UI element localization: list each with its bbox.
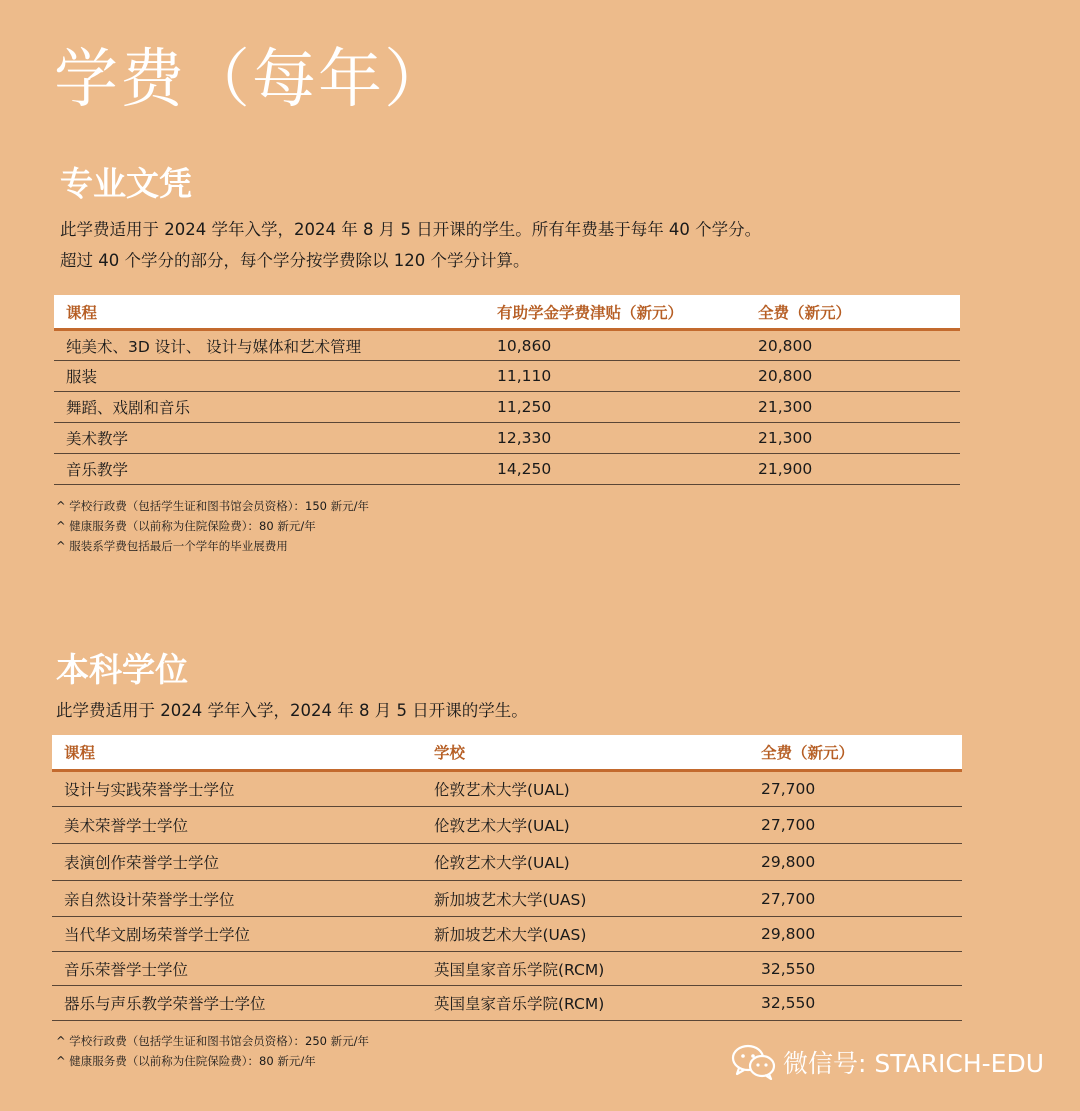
footnote: ^ 健康服务费（以前称为住院保险费）：80 新元/年 [56, 1054, 316, 1068]
cell-course: 表演创作荣誉学士学位 [52, 844, 422, 881]
degree-intro-line: 此学费适用于 2024 学年入学，2024 年 8 月 5 日开课的学生。 [56, 701, 528, 720]
cell-full-fee: 21,900 [746, 454, 960, 485]
cell-full-fee: 27,700 [749, 881, 962, 917]
cell-full-fee: 20,800 [746, 361, 960, 392]
footnote: ^ 学校行政费（包括学生证和图书馆会员资格）：250 新元/年 [56, 1034, 370, 1048]
diploma-fee-table [54, 295, 960, 485]
cell-school: 英国皇家音乐学院(RCM) [422, 952, 749, 986]
table-row [52, 881, 962, 917]
degree-intro [56, 695, 528, 726]
column-header-course: 课程 [52, 735, 422, 771]
cell-full-fee: 32,550 [749, 952, 962, 986]
cell-full-fee: 29,800 [749, 917, 962, 952]
degree-notes [56, 1031, 369, 1071]
cell-school: 英国皇家音乐学院(RCM) [422, 986, 749, 1021]
cell-course: 设计与实践荣誉学士学位 [52, 771, 422, 807]
diploma-intro-line: 超过 40 个学分的部分，每个学分按学费除以 120 个学分计算。 [60, 251, 530, 270]
watermark-text: 微信号: STARICH-EDU [782, 1049, 1044, 1078]
column-header-school: 学校 [422, 735, 749, 771]
cell-course: 纯美术、3D 设计、 设计与媒体和艺术管理 [54, 330, 485, 361]
cell-subsidised-fee: 12,330 [485, 423, 746, 454]
diploma-intro [60, 214, 761, 276]
cell-full-fee: 21,300 [746, 392, 960, 423]
cell-school: 新加坡艺术大学(UAS) [422, 917, 749, 952]
cell-course: 音乐荣誉学士学位 [52, 952, 422, 986]
cell-full-fee: 21,300 [746, 423, 960, 454]
table-header-row [52, 735, 962, 771]
cell-full-fee: 27,700 [749, 807, 962, 844]
cell-school: 新加坡艺术大学(UAS) [422, 881, 749, 917]
section-title-diploma: 专业文凭 [60, 164, 192, 203]
page-title: 学费（每年） [54, 43, 450, 117]
column-header-subsidised-fee: 有助学金学费津贴（新元） [485, 295, 746, 330]
column-header-full-fee: 全费（新元） [746, 295, 960, 330]
table-row [52, 771, 962, 807]
table-row [54, 361, 960, 392]
cell-course: 器乐与声乐教学荣誉学士学位 [52, 986, 422, 1021]
table-row [52, 986, 962, 1021]
diploma-intro-line: 此学费适用于 2024 学年入学，2024 年 8 月 5 日开课的学生。所有年费基于每年 40 个学分。 [60, 220, 762, 239]
cell-full-fee: 27,700 [749, 771, 962, 807]
table-row [52, 844, 962, 881]
cell-full-fee: 32,550 [749, 986, 962, 1021]
cell-course: 舞蹈、戏剧和音乐 [54, 392, 485, 423]
section-title-degree: 本科学位 [56, 650, 188, 689]
cell-school: 伦敦艺术大学(UAL) [422, 844, 749, 881]
table-row [54, 454, 960, 485]
cell-full-fee: 29,800 [749, 844, 962, 881]
column-header-full-fee: 全费（新元） [749, 735, 962, 771]
table-row [52, 807, 962, 844]
cell-subsidised-fee: 11,250 [485, 392, 746, 423]
table-row [54, 330, 960, 361]
footnote: ^ 服装系学费包括最后一个学年的毕业展费用 [56, 539, 288, 553]
cell-course: 亲自然设计荣誉学士学位 [52, 881, 422, 917]
wechat-icon [731, 1044, 777, 1080]
table-row [52, 917, 962, 952]
cell-course: 服装 [54, 361, 485, 392]
cell-subsidised-fee: 11,110 [485, 361, 746, 392]
column-header-course: 课程 [54, 295, 485, 330]
table-row [54, 392, 960, 423]
cell-school: 伦敦艺术大学(UAL) [422, 771, 749, 807]
cell-subsidised-fee: 14,250 [485, 454, 746, 485]
footnote: ^ 健康服务费（以前称为住院保险费）：80 新元/年 [56, 519, 316, 533]
wechat-watermark [731, 1044, 1044, 1080]
diploma-notes [56, 496, 369, 556]
cell-course: 美术教学 [54, 423, 485, 454]
table-row [54, 423, 960, 454]
table-row [52, 952, 962, 986]
cell-subsidised-fee: 10,860 [485, 330, 746, 361]
cell-full-fee: 20,800 [746, 330, 960, 361]
cell-course: 音乐教学 [54, 454, 485, 485]
cell-course: 当代华文剧场荣誉学士学位 [52, 917, 422, 952]
cell-course: 美术荣誉学士学位 [52, 807, 422, 844]
table-header-row [54, 295, 960, 330]
degree-fee-table [52, 735, 962, 1021]
footnote: ^ 学校行政费（包括学生证和图书馆会员资格）：150 新元/年 [56, 499, 370, 513]
cell-school: 伦敦艺术大学(UAL) [422, 807, 749, 844]
